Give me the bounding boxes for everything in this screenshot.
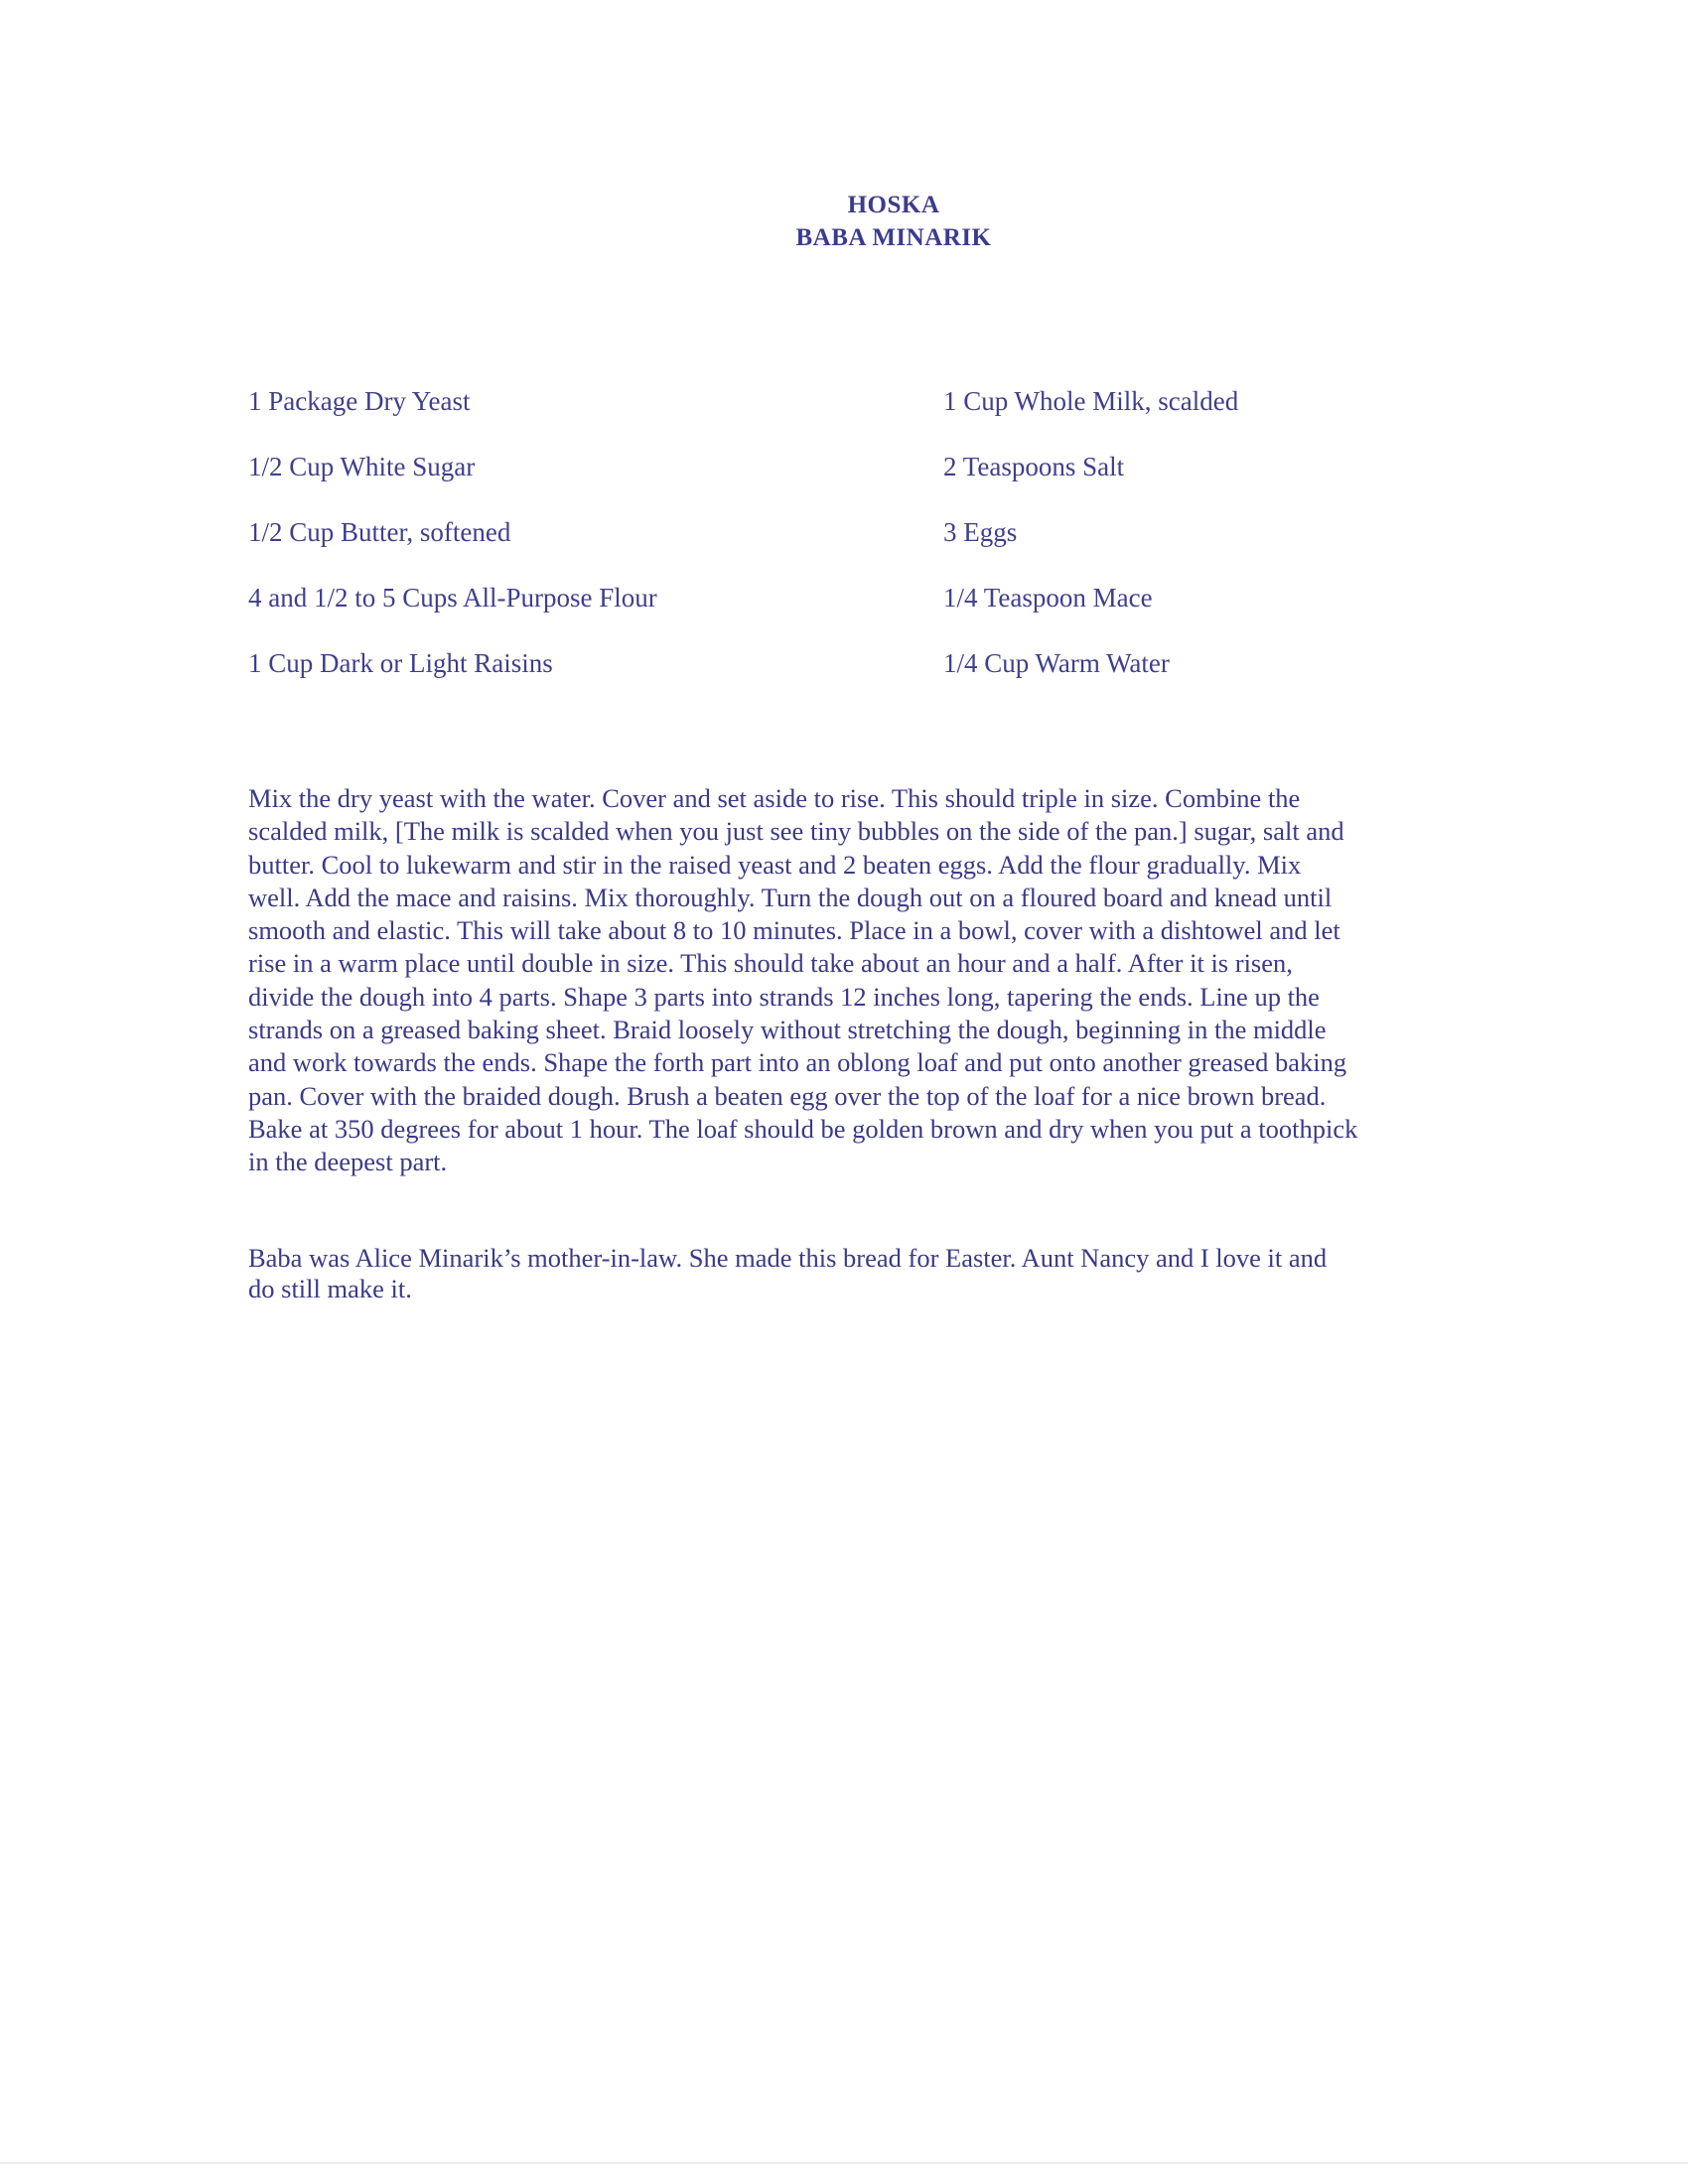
instruction-line: divide the dough into 4 parts. Shape 3 parts into strands 12 inches long, tapering the ends. Line up the [248, 981, 1320, 1012]
instruction-line: Bake at 350 degrees for about 1 hour. The loaf should be golden brown and dry when you put a toothpick [248, 1113, 1358, 1144]
ingredient-item: 1 Package Dry Yeast [248, 386, 471, 416]
instruction-line: Mix the dry yeast with the water. Cover and set aside to rise. This should triple in size. Combine the [248, 783, 1301, 813]
ingredient-row [248, 582, 1340, 647]
ingredient-item: 1/2 Cup White Sugar [248, 452, 476, 481]
title-block [0, 189, 1688, 254]
scan-edge-divider [0, 2162, 1688, 2164]
instruction-line: and work towards the ends. Shape the forth part into an oblong loaf and put onto another greased baking [248, 1047, 1347, 1078]
family-note [248, 1243, 1440, 1304]
ingredient-item: 1/4 Cup Warm Water [943, 648, 1170, 678]
instruction-line: strands on a greased baking sheet. Braid loosely without stretching the dough, beginning in the middle [248, 1015, 1327, 1045]
ingredient-item: 2 Teaspoons Salt [943, 452, 1125, 481]
ingredient-row [248, 647, 1340, 713]
note-line: do still make it. [248, 1274, 412, 1303]
instructions-paragraph [248, 782, 1440, 1179]
instruction-line: scalded milk, [The milk is scalded when you just see tiny bubbles on the side of the pan.] sugar, salt and [248, 816, 1344, 847]
note-line: Baba was Alice Minarik’s mother-in-law. She made this bread for Easter. Aunt Nancy and I love it and [248, 1243, 1328, 1273]
instruction-line: butter. Cool to lukewarm and stir in the raised yeast and 2 beaten eggs. Add the flour gradually. Mix [248, 849, 1302, 880]
ingredient-item: 1/4 Teaspoon Mace [943, 583, 1153, 613]
recipe-subtitle: BABA MINARIK [795, 224, 992, 251]
ingredient-item: 1 Cup Whole Milk, scalded [943, 386, 1239, 416]
ingredient-item: 3 Eggs [943, 517, 1018, 547]
instruction-line: pan. Cover with the braided dough. Brush a beaten egg over the top of the loaf for a nice brown bread. [248, 1080, 1327, 1111]
ingredient-row [248, 516, 1340, 582]
instruction-line: smooth and elastic. This will take about 8 to 10 minutes. Place in a bowl, cover with a dishtowel and let [248, 915, 1340, 946]
ingredients-list [248, 385, 1340, 713]
ingredient-item: 4 and 1/2 to 5 Cups All-Purpose Flour [248, 583, 657, 613]
ingredient-row [248, 451, 1340, 516]
ingredient-row [248, 385, 1340, 451]
instruction-line: in the deepest part. [248, 1147, 448, 1177]
ingredient-item: 1/2 Cup Butter, softened [248, 517, 511, 547]
instruction-line: rise in a warm place until double in size. This should take about an hour and a half. After it is risen, [248, 948, 1293, 979]
recipe-title: HOSKA [847, 192, 940, 218]
instruction-line: well. Add the mace and raisins. Mix thoroughly. Turn the dough out on a floured board and knead until [248, 882, 1333, 912]
ingredient-item: 1 Cup Dark or Light Raisins [248, 648, 553, 678]
